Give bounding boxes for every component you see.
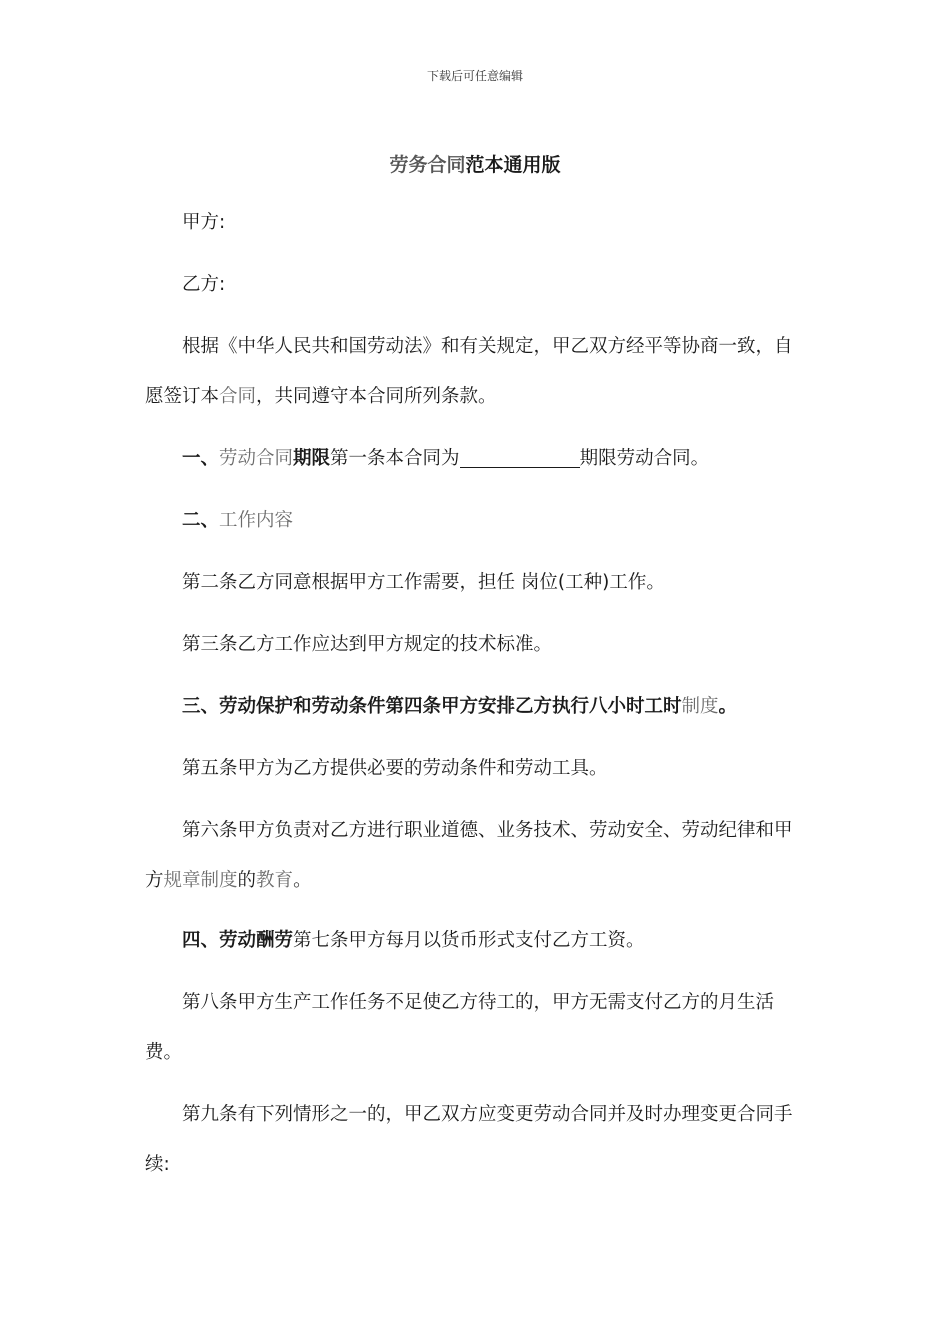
section-1-number: 一、 bbox=[182, 448, 220, 469]
section-3-end: 。 bbox=[718, 696, 738, 717]
section-2 bbox=[145, 496, 805, 546]
term-blank-line bbox=[460, 447, 580, 468]
section-2-number: 二、 bbox=[182, 510, 220, 531]
article-6 bbox=[145, 806, 805, 906]
party-a-label: 甲方: bbox=[182, 212, 226, 233]
party-b-label: 乙方: bbox=[182, 274, 226, 295]
article-5: 第五条甲方为乙方提供必要的劳动条件和劳动工具。 bbox=[182, 758, 608, 779]
article-6-text-2: 的 bbox=[237, 870, 257, 891]
section-4 bbox=[145, 916, 805, 966]
article-6-text-1: 第六条甲方负责对乙方进行职业道德、业务技术、劳动安全、劳动纪律和甲方 bbox=[145, 820, 793, 891]
intro-text-1: 根据《中华人民共和国劳动法》和有关规定，甲乙双方经平等协商一致，自愿签订本 bbox=[145, 336, 793, 407]
section-1-bold-term: 期限 bbox=[293, 448, 331, 469]
page-title bbox=[0, 150, 950, 177]
article-8: 第八条甲方生产工作任务不足使乙方待工的，甲方无需支付乙方的月生活费。 bbox=[145, 992, 775, 1063]
title-part-2: 范本通用版 bbox=[465, 154, 561, 176]
article-6-link-regulations[interactable]: 规章制度 bbox=[163, 870, 238, 891]
section-3-bold: 三、劳动保护和劳动条件第四条甲方安排乙方执行八小时工时 bbox=[182, 696, 682, 717]
header-note: 下载后可任意编辑 bbox=[426, 69, 523, 83]
article-9: 第九条有下列情形之一的，甲乙双方应变更劳动合同并及时办理变更合同手续: bbox=[145, 1104, 793, 1175]
intro-paragraph bbox=[145, 322, 805, 422]
section-3-link-system[interactable]: 制度 bbox=[681, 696, 719, 717]
section-1 bbox=[145, 434, 805, 484]
title-part-1: 劳务合同 bbox=[389, 154, 466, 176]
section-1-link-labor-contract[interactable]: 劳动合同 bbox=[219, 448, 294, 469]
intro-link-contract[interactable]: 合同 bbox=[219, 386, 257, 407]
section-4-text: 第七条甲方每月以货币形式支付乙方工资。 bbox=[293, 930, 645, 951]
article-3: 第三条乙方工作应达到甲方规定的技术标准。 bbox=[182, 634, 553, 655]
section-4-bold: 四、劳动酬劳 bbox=[182, 930, 294, 951]
section-1-text: 第一条本合同为 bbox=[330, 448, 460, 469]
section-1-text-after: 期限劳动合同。 bbox=[579, 448, 710, 469]
section-3 bbox=[145, 682, 805, 732]
article-6-text-3: 。 bbox=[293, 870, 312, 891]
article-6-link-education[interactable]: 教育 bbox=[256, 870, 294, 891]
article-2: 第二条乙方同意根据甲方工作需要，担任 岗位(工种)工作。 bbox=[182, 572, 665, 593]
intro-text-2: ，共同遵守本合同所列条款。 bbox=[256, 386, 497, 407]
section-2-link-work-content[interactable]: 工作内容 bbox=[219, 510, 294, 531]
